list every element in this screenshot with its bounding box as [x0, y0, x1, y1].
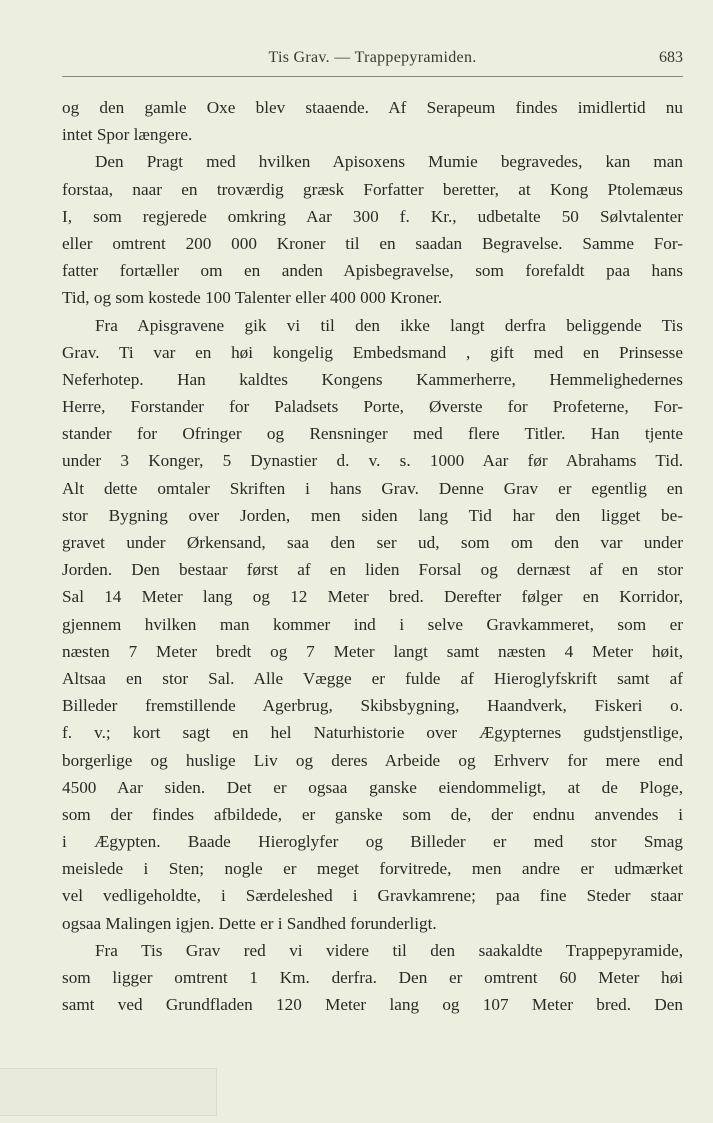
text-line: Den Pragt med hvilken Apisoxens Mumie begravedes, kan man [95, 152, 683, 172]
text-line: Altsaa en stor Sal. Alle Vægge er fulde af Hieroglyfskrift samt af [62, 668, 683, 688]
page-header [62, 47, 683, 73]
text-line: Fra Tis Grav red vi videre til den saakaldte Trappepyramide, [95, 940, 683, 960]
text-line: som der findes afbildede, er ganske som de, der endnu anvendes i [62, 804, 683, 824]
text-line: Fra Apisgravene gik vi til den ikke langt derfra beliggende Tis [95, 315, 683, 335]
text-line: under 3 Konger, 5 Dynastier d. v. s. 1000 Aar før Abrahams Tid. [62, 451, 683, 471]
text-line: Neferhotep. Han kaldtes Kongens Kammerherre, Hemmelighedernes [62, 369, 683, 389]
text-line: Herre, Forstander for Paladsets Porte, Øverste for Profeterne, For- [62, 397, 683, 417]
text-line: fatter fortæller om en anden Apisbegravelse, som forefaldt paa hans [62, 261, 683, 281]
body-text [62, 94, 683, 1018]
page-number: 683 [659, 49, 683, 66]
text-line: stander for Ofringer og Rensninger med flere Titler. Han tjente [62, 424, 683, 444]
text-line: eller omtrent 200 000 Kroner til en saadan Begravelse. Samme For- [62, 233, 683, 253]
text-line: meislede i Sten; nogle er meget forvitrede, men andre er udmærket [62, 859, 683, 879]
running-title: Tis Grav. — Trappepyramiden. [268, 49, 477, 66]
text-line: Grav. Ti var en høi kongelig Embedsmand , gift med en Prinsesse [62, 342, 683, 362]
text-line: borgerlige og huslige Liv og deres Arbeide og Erhverv for mere end [62, 750, 683, 770]
text-line: f. v.; kort sagt en hel Naturhistorie over Ægypternes gudstjenstlige, [62, 723, 683, 743]
text-line: stor Bygning over Jorden, men siden lang Tid har den ligget be- [62, 505, 683, 525]
text-line: intet Spor længere. [62, 125, 193, 145]
text-line: næsten 7 Meter bredt og 7 Meter langt samt næsten 4 Meter høit, [62, 641, 683, 661]
text-line: Billeder fremstillende Agerbrug, Skibsbygning, Haandverk, Fiskeri o. [62, 696, 683, 716]
text-line: og den gamle Oxe blev staaende. Af Serapeum findes imidlertid nu [62, 98, 683, 117]
text-line: ogsaa Malingen igjen. Dette er i Sandhed forunderligt. [62, 913, 437, 933]
text-line: 4500 Aar siden. Det er ogsaa ganske eiendommeligt, at de Ploge, [62, 777, 683, 797]
text-line: gjennem hvilken man kommer ind i selve Gravkammeret, som er [62, 614, 683, 634]
text-line: Jorden. Den bestaar først af en liden Forsal og dernæst af en stor [62, 560, 683, 580]
text-line: i Ægypten. Baade Hieroglyfer og Billeder er med stor Smag [62, 832, 683, 852]
text-line: forstaa, naar en troværdig græsk Forfatter beretter, at Kong Ptolemæus [62, 179, 683, 199]
header-rule [62, 76, 683, 77]
text-line: Sal 14 Meter lang og 12 Meter bred. Derefter følger en Korridor, [62, 587, 683, 607]
text-line: samt ved Grundfladen 120 Meter lang og 107 Meter bred. Den [62, 995, 683, 1015]
text-line: Tid, og som kostede 100 Talenter eller 400 000 Kroner. [62, 288, 443, 308]
text-line: I, som regjerede omkring Aar 300 f. Kr., udbetalte 50 Sølvtalenter [62, 206, 683, 226]
text-line: vel vedligeholdte, i Særdeleshed i Gravkamrene; paa fine Steder staar [62, 886, 683, 906]
text-line: som ligger omtrent 1 Km. derfra. Den er omtrent 60 Meter høi [62, 968, 683, 987]
scan-margin-label-area [0, 1068, 217, 1116]
text-line: gravet under Ørkensand, saa den ser ud, som om den var under [62, 533, 683, 552]
text-line: Alt dette omtaler Skriften i hans Grav. Denne Grav er egentlig en [62, 478, 683, 498]
